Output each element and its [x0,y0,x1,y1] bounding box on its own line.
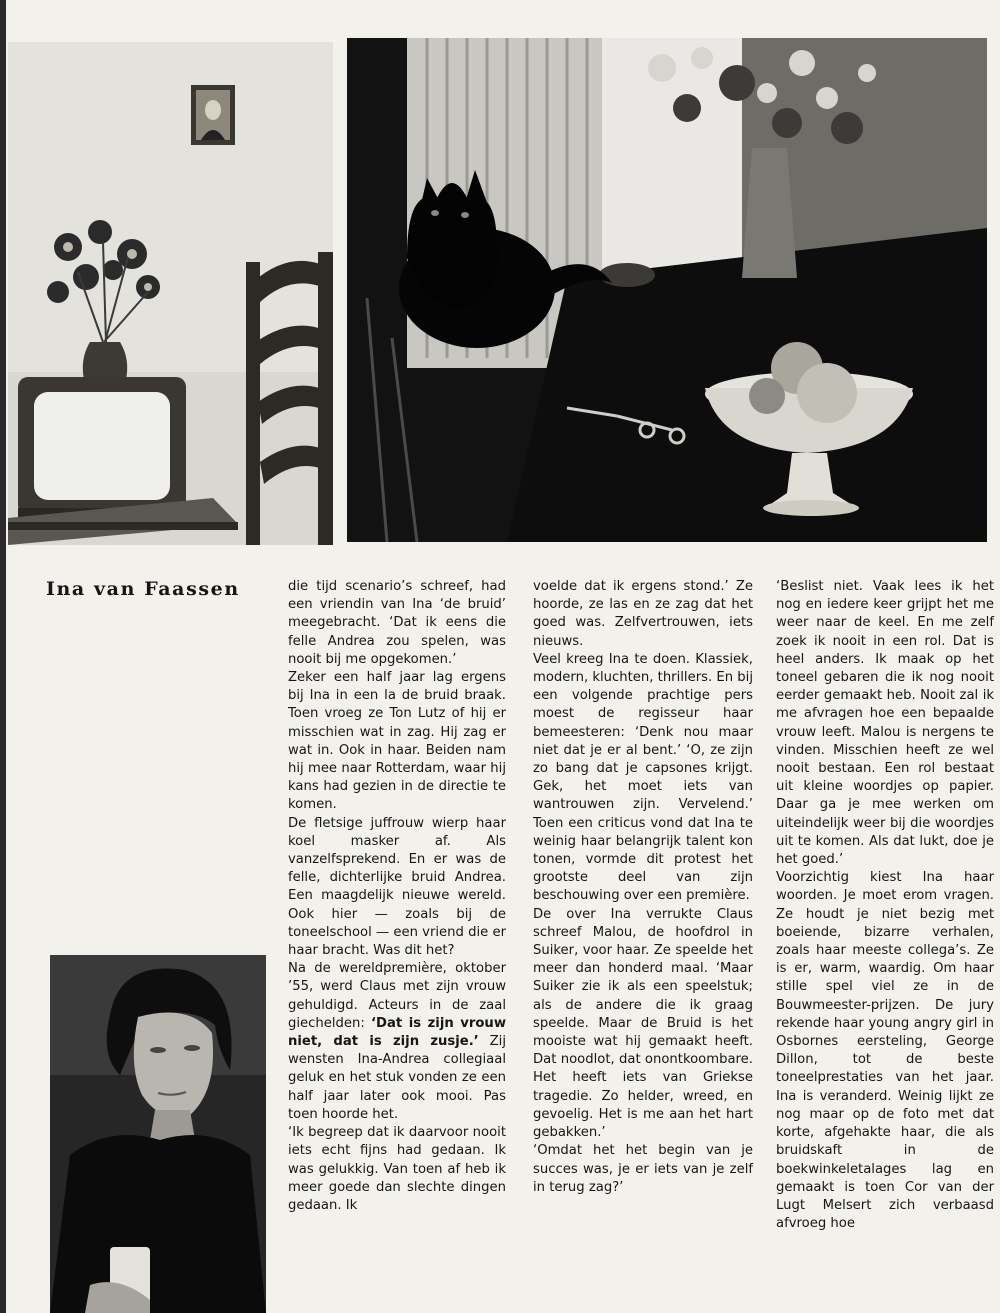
paragraph: voelde dat ik ergens stond.’ Ze hoorde, ze las en ze zag dat het goed was. Zelfvertrouwen, iets nieuws. [533,579,753,649]
paragraph: Voorzichtig kiest Ina haar woorden. Je moet erom vragen. Ze houdt je niet bezig met boeiende, bizarre verhalen, zoals haar meeste collega’s. Ze is er, warm, waardig. Om haar stille spel viel ze in de Bouwmeester-prijzen. De jury rekende haar young angry girl in Osbornes eersteling, George Dillon, tot de beste toneelprestaties van het jaar. Ina is veranderd. Weinig lijkt ze nog maar op de foto met dat korte, afgehakte haar, die als bruidskaft in de boekwinkeletalages lag en gemaakt is toen Cor van der Lugt Melsert zich verbaasd afvroeg hoe [776,870,994,1232]
text-column-1 [288,578,506,1215]
paragraph: ‘Ik begreep dat ik daarvoor nooit iets echt fijns had gedaan. Ik was gelukkig. Van toen af heb ik meer goede dan slechte dingen gedaan. Ik [288,1125,506,1213]
paragraph: De over Ina verrukte Claus schreef Malou, de hoofdrol in Suiker, voor haar. Ze speelde het meer dan honderd maal. ‘Maar Suiker zie ik als een speelstuk; als de andere die ik graag speelde. Maar de Bruid is het mooiste wat hij gemaakt heeft. Dat noodlot, dat onontkoombare. Het heeft iets van Griekse tragedie. Zo helder, wreed, en gevoelig. Het is me aan het hart gebakken.’ [533,906,753,1141]
photo-portrait-woman [50,955,266,1313]
article-heading: Ina van Faassen [46,578,240,600]
paragraph: Zeker een half jaar lag ergens bij Ina in een la de bruid braak. Toen vroeg ze Ton Lutz of hij er misschien wat in zag. Hij zag er wat in. Ook in haar. Beiden nam hij mee naar Rotterdam, waar hij kans had gezien in de directie te komen. [288,670,506,813]
cat-illustration [347,38,987,542]
portrait-illustration [50,955,266,1313]
photo-room-with-television [8,42,333,545]
paragraph: De fletsige juffrouw wierp haar koel masker af. Als vanzelfsprekend. En er was de felle, dichterlijke bruid Andrea. Een maagdelijk nieuwe wereld. Ook hier — zoals bij de toneelschool — een vriend die er haar bracht. Was dit het? [288,815,506,959]
text-run: Zij wensten Ina-Andrea collegiaal geluk en het stuk vonden ze een half jaar later ook mooi. Pas toen hoorde het. [288,1034,506,1122]
paragraph [288,960,506,1124]
text-run: Na de wereldpremière, oktober ’55, werd Claus met zijn vrouw gehuldigd. Acteurs in de zaal giechelden: [288,961,506,1031]
paragraph: ‘Beslist niet. Vaak lees ik het nog en iedere keer grijpt het me weer naar de keel. En me zelf zoek ik nooit in een rol. Dat is heel anders. Ik maak op het toneel gebaren die ik nog nooit eerder gemaakt heb. Nooit zal ik me afvragen hoe een bepaalde vrouw leeft. Malou is nergens te vinden. Misschien heeft ze wel nooit bestaan. Een rol bestaat uit kleine woordjes op papier. Daar ga je mee werken om uiteindelijk weer bij die woordjes uit te komen. Als dat lukt, doe je het goed.’ [776,579,994,868]
text-column-3 [776,578,994,1233]
page-edge [0,0,6,1313]
paragraph: Veel kreeg Ina te doen. Klassiek, modern, kluchten, thrillers. En bij een volgende prachtige pers moest de regisseur haar bemeesteren: ‘Denk nou maar niet dat je er al bent.’ ‘O, ze zijn zo bang dat je capsones krijgt. Gek, het moet iets van wantrouwen zijn. Vervelend.’ Toen een criticus vond dat Ina te weinig haar belangrijk talent kon tonen, vormde dit protest het grootste deel van zijn beschouwing over een première. [533,651,753,904]
text-column-2 [533,578,753,1197]
photo-black-cat-fruit-bowl [347,38,987,542]
paragraph: ‘Omdat het het begin van je succes was, je er iets van je zelf in terug zag?’ [533,1143,753,1195]
bold-quote: ‘Dat is zijn vrouw niet, dat is zijn zusje.’ [288,1015,507,1050]
paragraph: die tijd scenario’s schreef, had een vriendin van Ina ‘de bruid’ meegebracht. ‘Dat ik eens die felle Andrea zou spelen, was nooit bij me opgekomen.’ [288,579,506,667]
room-illustration [8,42,333,545]
